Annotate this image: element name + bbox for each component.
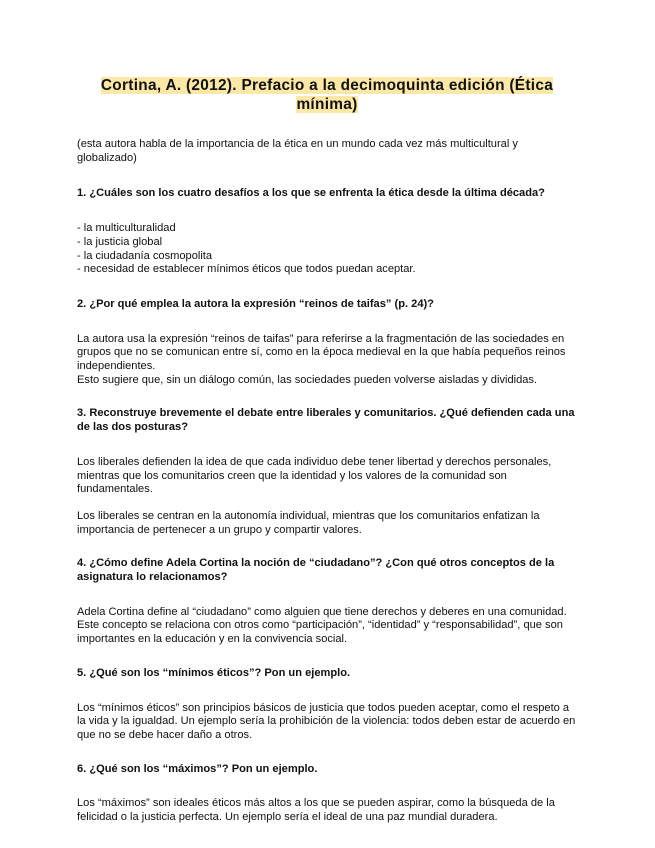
question-5-section <box>77 667 577 743</box>
question-5: 5. ¿Qué son los “mínimos éticos”? Pon un ejemplo. <box>77 666 351 679</box>
question-4: 4. ¿Cómo define Adela Cortina la noción de “ciudadano”? ¿Con qué otros conceptos de la asignatura lo relacionamos? <box>77 557 555 584</box>
intro-text: (esta autora habla de la importancia de la ética en un mundo cada vez más multicultural y globalizado) <box>77 138 518 164</box>
question-3-section <box>77 407 577 537</box>
answer-2: La autora usa la expresión “reinos de taifas” para referirse a la fragmentación de las sociedades en grupos que no se comunican entre sí, como en la época medieval en la que había pequeños reinos independientes. <box>77 332 566 373</box>
answer-3-continued: Los liberales se centran en la autonomía individual, mientras que los comunitarios enfatizan la importancia de pertenecer a un grupo y compartir valores. <box>77 509 540 536</box>
answer-3: Los liberales defienden la idea de que cada individuo debe tener libertad y derechos personales, mientras que los comunitarios creen que la identidad y los valores de la comunidad son fundamentales. <box>77 455 552 496</box>
list-item: - la multiculturalidad <box>77 222 176 235</box>
question-2: 2. ¿Por qué emplea la autora la expresión “reinos de taifas” (p. 24)? <box>77 297 434 310</box>
list-item: - necesidad de establecer mínimos éticos que todos puedan aceptar. <box>77 263 416 276</box>
challenges-list <box>77 222 577 277</box>
title-highlight: Cortina, A. (2012). Prefacio a la decimoquinta edición (Ética mínima) <box>100 77 554 113</box>
question-4-section <box>77 557 577 647</box>
answer-4: Adela Cortina define al “ciudadano” como alguien que tiene derechos y deberes en una comunidad. Este concepto se relaciona con otros como “participación”, “identidad” y “responsabilidad”, que son importantes en la educación y en la convivencia social. <box>77 605 567 646</box>
question-6-section <box>77 763 577 825</box>
question-2-section <box>77 298 577 388</box>
list-item: - la justicia global <box>77 235 163 248</box>
document-title <box>77 76 577 114</box>
answer-2-continued: Esto sugiere que, sin un diálogo común, las sociedades pueden volverse aisladas y divididas. <box>77 373 538 386</box>
answer-6: Los “máximos” son ideales éticos más altos a los que se pueden aspirar, como la búsqueda de la felicidad o la justicia perfecta. Un ejemplo sería el ideal de una paz mundial duradera. <box>77 797 555 824</box>
question-3: 3. Reconstruye brevemente el debate entre liberales y comunitarios. ¿Qué defienden cada una de las dos posturas? <box>77 407 575 434</box>
list-item: - la ciudadanía cosmopolita <box>77 249 213 262</box>
question-1: 1. ¿Cuáles son los cuatro desafíos a los que se enfrenta la ética desde la última década? <box>77 187 545 200</box>
question-1-section <box>77 187 577 277</box>
answer-5: Los “mínimos éticos” son principios básicos de justicia que todos pueden aceptar, como el respeto a la vida y la igualdad. Un ejemplo sería la prohibición de la violencia: todos deben estar de acuerdo en que no se debe hacer daño a otros. <box>77 701 576 741</box>
question-6: 6. ¿Qué son los “máximos”? Pon un ejemplo. <box>77 762 318 775</box>
